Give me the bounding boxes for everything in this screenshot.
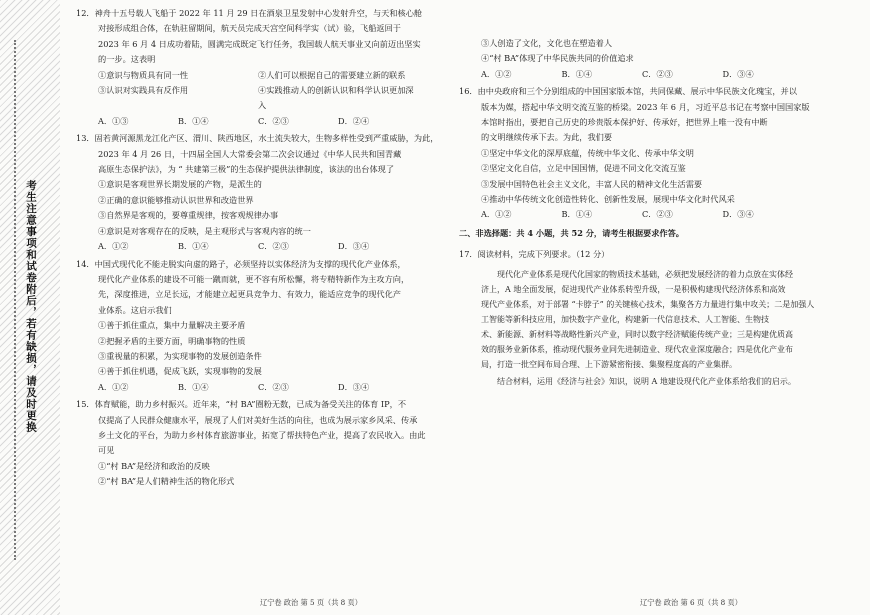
q12-choice-a: A．①③ [98,115,129,126]
q14-stem-line: 14．中国式现代化不能走脱实向虚的路子，必须坚持以实体经济为支撑的现代化产业体系， [76,258,406,269]
q12-choice-d: D．②④ [338,115,370,126]
q13-stem-line: 2023 年 4 月 26 日，十四届全国人大常委会第二次会议通过《中华人民共和国青藏 [98,148,402,159]
question-13 [76,131,446,254]
material-line: 工智能等新科技应用，加快数字产业化，构建新一代信息技术、人工智能、生物技 [481,314,769,324]
q12-stem-line: 的一步。这表明 [98,54,156,65]
q12-choice-b: B．①④ [178,115,209,126]
q16-stem-line: 16．由中央政府和三个分别组成的中国国家版本馆，共同保藏、展示中华民族文化瑰宝，并以 [459,86,797,97]
q12-options-row [76,68,446,83]
material-line: 局，打造一批空间布局合理、上下游紧密衔接、集聚程度高的产业集群。 [481,359,737,369]
page-footer-left: 辽宁卷 政治 第 5 页（共 8 页） [260,598,362,607]
q16-choice-b: B．①④ [561,209,593,220]
question-16 [459,84,831,223]
q14-choice-d: D．③④ [338,381,370,392]
material-line: 现代产业体系，对于部署 “卡脖子” 的关键核心技术，集聚各方力量进行集中攻关；二是加强人 [481,299,815,309]
q15-option: ②“村 BA”是人们精神生活的物化形式 [98,476,235,487]
q15-option: ①“村 BA”是经济和政治的反映 [98,460,210,471]
page-footer-right: 辽宁卷 政治 第 6 页（共 8 页） [640,598,742,607]
q14-stem-line: 业体系。这启示我们 [98,304,172,315]
q17-material [459,267,831,372]
q13-option: ②正确的意识能够推动认识世界和改造世界 [98,194,254,205]
q15-stem-line: 乡土文化的平台，为助力乡村体育旅游事业，拓宽了帮扶特色产业，提高了农民收入。由此 [98,429,426,440]
material-line: 效的服务业新体系，推动现代服务业同先进制造业、现代农业深度融合；四是优化产业布 [481,344,793,354]
q12-stem-line: 对接形成组合体，在轨驻留期间，航天员完成天宫空间科学实（试）验，飞船返回于 [98,23,401,34]
q16-option: ②坚定文化自信，立足中国国情，促进不同文化交流互鉴 [481,163,686,174]
q16-choice-a: A．①② [481,209,512,220]
q14-option: ③重视量的积累，为实现事物的发展创造条件 [98,350,262,361]
q12-option: ①意识与物质具有同一性 [98,69,189,80]
q16-answers [459,207,831,222]
right-column [459,36,831,391]
section-heading: 二、非选择题：共 4 小题，共 52 分，请考生根据要求作答。 [459,227,684,238]
q13-stem-line: 13．固若黄河源黑龙江化产区、渭川、陕西地区，水土流失较大，生物多样性受到严重威胁，为此， [76,133,439,144]
q12-stem-line: 2023 年 6 月 4 日成功着陆，圆满完成既定飞行任务，我国载人航天事业又向前迈出坚实 [98,38,421,49]
q12-option: ③认识对实践具有反作用 [98,85,189,96]
q15-stem-line: 可见 [98,445,115,456]
q15-option: ③人创造了文化，文化也在塑造着人 [481,38,613,48]
q13-option: ④意识是对客观存在的反映，是主观形式与客观内容的统一 [98,225,311,236]
binding-margin [0,0,60,615]
q15-choice-c: C．②③ [642,68,673,79]
q12-answers [76,114,446,129]
q14-option: ④善于抓住机遇，促成飞跃，实现事物的发展 [98,366,262,377]
question-15 [76,397,446,489]
q13-choice-c: C．②③ [258,241,289,252]
q12-option: ②人们可以根据自己的需要建立新的联系 [258,69,406,80]
q15-stem-line: 仅提高了人民群众健康水平，展现了人们对美好生活的向往，也成为展示家乡风采、传承 [98,414,418,425]
q13-choice-b: B．①④ [178,241,209,252]
material-line: 济上，A 地全面发展，促进现代产业体系转型升级，一是积极构建现代经济体系和高效 [481,284,786,294]
q13-option: ③自然界是客观的，要尊重规律，按客观规律办事 [98,210,279,221]
question-14 [76,257,446,396]
q14-answers [76,380,446,395]
q16-option: ④推动中华传统文化创造性转化、创新性发展，展现中华文化时代风采 [481,194,735,205]
q13-stem-line: 高原生态保护法》，为 “ 共建第三极”的生态保护提供法律制度，该法的出台体现了 [98,164,395,175]
q14-choice-c: C．②③ [258,381,289,392]
q16-choice-d: D．③④ [722,209,754,220]
q13-choice-d: D．③④ [338,241,370,252]
q14-stem-line: 现代化产业体系的建设不可能一蹴而就，更不容有所松懈，将专精特新作为主攻方向， [98,273,410,284]
q12-options-row [76,83,446,114]
candidate-notice: 考生注意事项和试卷附后，若有缺损，请及时更换 [25,180,37,433]
q12-option: ④实践推动人的创新认识和科学认识更加深入 [258,85,414,111]
material-line: 术、新能源、新材料等战略性新兴产业，同时以数字经济赋能传统产业；三是构建优质高 [481,329,793,339]
q16-option: ①坚定中华文化的深厚底蕴，传统中华文化、传承中华文明 [481,147,694,158]
q14-option: ①善于抓住重点，集中力量解决主要矛盾 [98,320,246,331]
q12-choice-c: C．②③ [258,115,289,126]
q15-choice-a: A．①② [481,68,512,79]
left-column [76,6,446,492]
question-15-continued [459,36,831,82]
q15-answers [459,67,831,82]
q15-stem-line: 15．体育赋能，助力乡村振兴。近年来，“村 BA”圈粉无数，已成为备受关注的体育 IP，不 [76,399,407,410]
q16-choice-c: C．②③ [642,209,673,220]
q17-task: 结合材料，运用《经济与社会》知识，说明 A 地建设现代化产业体系给我们的启示。 [497,376,796,386]
question-17 [459,247,831,388]
q17-stem: 17．阅读材料，完成下列要求。（12 分） [459,249,610,260]
q15-option: ④“村 BA”体现了中华民族共同的价值追求 [481,53,634,64]
material-line: 现代化产业体系是现代化国家的物质技术基础，必须把发展经济的着力点放在实体经 [497,269,793,279]
q16-stem-line: 本馆时指出，要把自己历史的珍贵版本保护好、传承好，把世界上唯一没有中断 [481,117,768,128]
q15-choice-d: D．③④ [722,68,754,79]
q16-stem-line: 的文明继续传承下去。为此，我们要 [481,132,613,143]
q16-stem-line: 版本为媒，搭起中华文明交流互鉴的桥梁。2023 年 6 月，习近平总书记在考察中国国家版 [481,101,810,112]
q13-choice-a: A．①② [98,241,129,252]
q13-answers [76,239,446,254]
q14-choice-b: B．①④ [178,381,209,392]
question-12 [76,6,446,129]
cut-line [14,40,18,560]
q16-option: ③发展中国特色社会主义文化，丰富人民的精神文化生活需要 [481,178,703,189]
q12-stem-line: 12．神舟十五号载人飞船于 2022 年 11 月 29 日在酒泉卫星发射中心发射升空，与天和核心舱 [76,8,423,18]
q15-choice-b: B．①④ [561,68,593,79]
q13-option: ①意识是客观世界长期发展的产物，是派生的 [98,179,262,190]
q14-stem-line: 先，深度推进，立足长远，才能建立起更具竞争力、有效力，能适应竞争的现代化产 [98,289,401,300]
q14-option: ②把握矛盾的主要方面，明确事物的性质 [98,335,246,346]
q14-choice-a: A．①② [98,381,129,392]
